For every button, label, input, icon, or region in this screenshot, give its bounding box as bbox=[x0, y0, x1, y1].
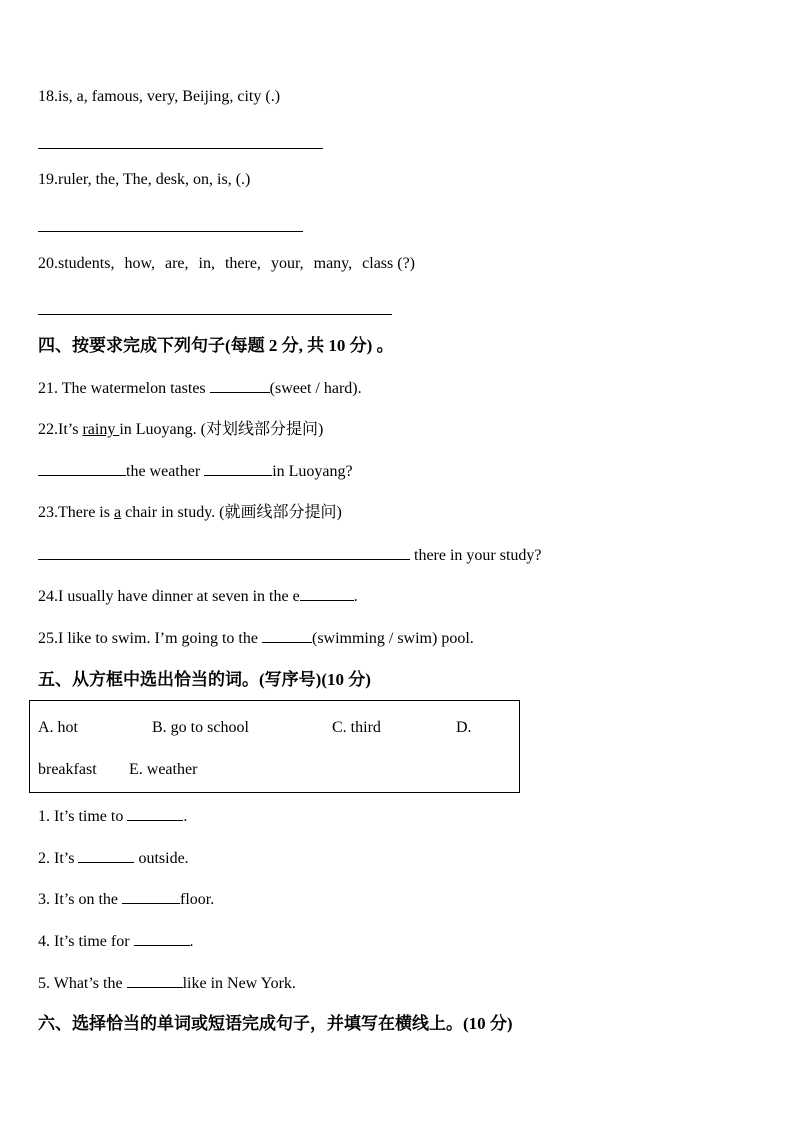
sentence-text: floor. bbox=[180, 891, 215, 908]
question-text: (sweet / hard). bbox=[269, 380, 362, 397]
sentence-text: 4. It’s time for bbox=[38, 933, 134, 950]
question-number: 24. bbox=[38, 588, 58, 605]
word: many, bbox=[313, 255, 353, 272]
sentence-5 bbox=[38, 973, 296, 994]
question-24 bbox=[38, 586, 358, 607]
blank[interactable] bbox=[38, 461, 126, 476]
question-text: I like to swim. I’m going to the bbox=[58, 630, 262, 647]
sentence-text: outside. bbox=[134, 850, 189, 867]
question-words: ruler, the, The, desk, on, is, (.) bbox=[58, 171, 251, 188]
question-number: 22. bbox=[38, 421, 58, 438]
blank[interactable] bbox=[127, 806, 183, 821]
answer-text: there in your study? bbox=[410, 547, 542, 564]
question-number: 20. bbox=[38, 255, 58, 272]
blank[interactable] bbox=[38, 545, 410, 560]
question-number: 25. bbox=[38, 630, 58, 647]
question-25 bbox=[38, 628, 474, 649]
section-5-heading: 五、从方框中选出恰当的词。(写序号)(10 分) bbox=[38, 670, 371, 689]
question-18 bbox=[38, 87, 280, 107]
blank[interactable] bbox=[204, 461, 272, 476]
option-b: B. go to school bbox=[152, 719, 249, 736]
question-text: . The watermelon tastes bbox=[54, 380, 210, 397]
question-text: (swimming / swim) pool. bbox=[311, 630, 474, 647]
section-6-heading: 六、选择恰当的单词或短语完成句子，并填写在横线上。(10 分) bbox=[38, 1014, 513, 1033]
question-23 bbox=[38, 503, 342, 523]
question-text: It’s bbox=[58, 421, 83, 438]
answer-line-19[interactable] bbox=[38, 231, 303, 232]
sentence-text: 1. It’s time to bbox=[38, 808, 128, 825]
blank[interactable] bbox=[134, 931, 190, 946]
sentence-text: . bbox=[189, 933, 194, 950]
question-text: in Luoyang. (对划线部分提问) bbox=[119, 421, 324, 438]
sentence-4 bbox=[38, 931, 194, 952]
blank[interactable] bbox=[210, 378, 270, 393]
question-number: 19. bbox=[38, 171, 58, 188]
answer-23 bbox=[38, 545, 542, 566]
blank[interactable] bbox=[78, 848, 134, 863]
word: are, bbox=[164, 255, 189, 272]
answer-text: the weather bbox=[126, 463, 205, 480]
question-19 bbox=[38, 170, 250, 190]
question-text: I usually have dinner at seven in the e bbox=[58, 588, 300, 605]
option-c: C. third bbox=[332, 719, 381, 736]
sentence-text: 2. It’s bbox=[38, 850, 79, 867]
underlined-word: a bbox=[113, 504, 122, 521]
answer-text: in Luoyang? bbox=[272, 463, 353, 480]
word: there, bbox=[224, 255, 261, 272]
sentence-1 bbox=[38, 806, 187, 827]
word: students, bbox=[58, 255, 115, 272]
question-number: 18. bbox=[38, 88, 58, 105]
question-number: 21 bbox=[38, 380, 54, 397]
question-20 bbox=[38, 254, 415, 274]
question-text: There is bbox=[58, 504, 114, 521]
question-text: . bbox=[353, 588, 358, 605]
word: your, bbox=[270, 255, 304, 272]
option-d-label: D. bbox=[456, 719, 472, 736]
question-words: is, a, famous, very, Beijing, city (.) bbox=[58, 88, 281, 105]
word: class (?) bbox=[362, 255, 415, 272]
word-box bbox=[29, 700, 520, 793]
section-4-heading: 四、按要求完成下列句子(每题 2 分, 共 10 分) 。 bbox=[38, 336, 394, 355]
option-a: A. hot bbox=[38, 719, 78, 736]
question-21 bbox=[38, 378, 362, 399]
word: how, bbox=[124, 255, 155, 272]
sentence-text: like in New York. bbox=[182, 975, 296, 992]
option-e: E. weather bbox=[129, 761, 198, 778]
sentence-text: . bbox=[183, 808, 188, 825]
question-number: 23. bbox=[38, 504, 58, 521]
blank[interactable] bbox=[300, 586, 354, 601]
answer-22 bbox=[38, 461, 353, 482]
blank[interactable] bbox=[262, 628, 312, 643]
answer-line-18[interactable] bbox=[38, 148, 323, 149]
sentence-text: 5. What’s the bbox=[38, 975, 127, 992]
answer-line-20[interactable] bbox=[38, 314, 392, 315]
sentence-text: 3. It’s on the bbox=[38, 891, 122, 908]
sentence-3 bbox=[38, 889, 214, 910]
blank[interactable] bbox=[122, 889, 180, 904]
blank[interactable] bbox=[127, 973, 183, 988]
question-text: chair in study. (就画线部分提问) bbox=[121, 504, 342, 521]
sentence-2 bbox=[38, 848, 189, 869]
underlined-word: rainy bbox=[82, 421, 120, 438]
option-d-text: breakfast bbox=[38, 761, 97, 778]
word: in, bbox=[198, 255, 215, 272]
question-22 bbox=[38, 420, 323, 440]
